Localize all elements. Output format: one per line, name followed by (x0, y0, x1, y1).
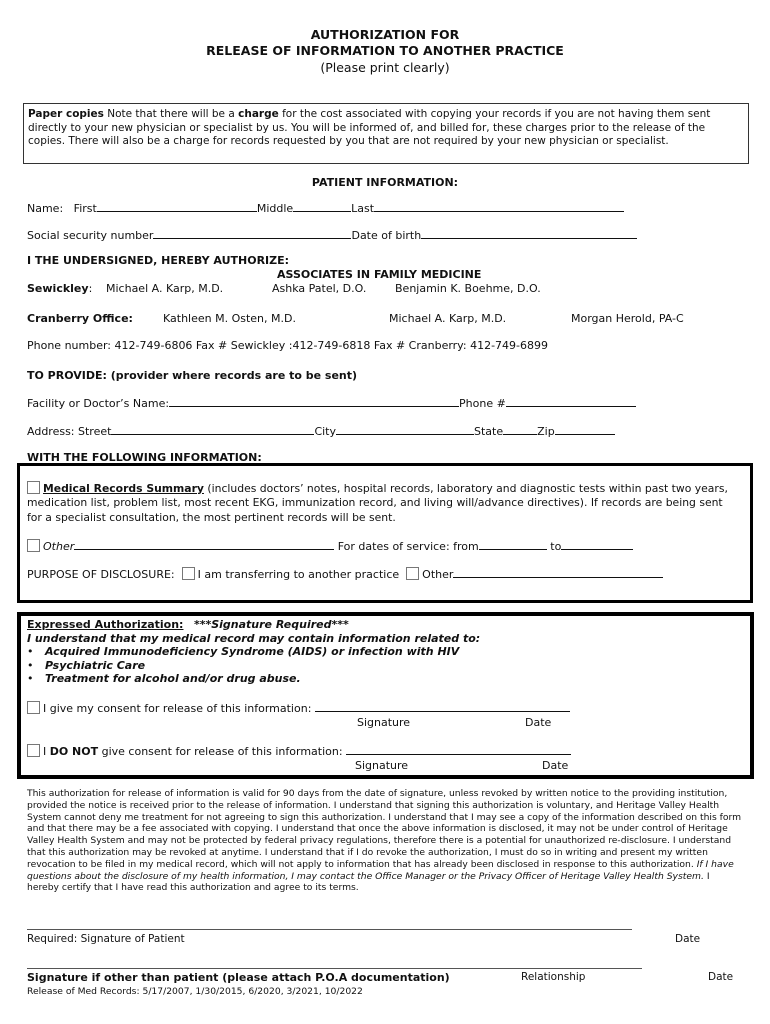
zip-label: Zip (537, 425, 555, 438)
patient-signature-label: Required: Signature of Patient (27, 933, 185, 945)
last-label: Last (351, 202, 375, 215)
sewickley-provider: Michael A. Karp, M.D. (106, 282, 224, 295)
city-label: City (314, 425, 336, 438)
middle-label: Middle (256, 202, 294, 215)
sewickley-colon: : (88, 282, 93, 295)
practice-name: ASSOCIATES IN FAMILY MEDICINE (277, 268, 482, 281)
other-date-label: Date (708, 971, 734, 983)
signature-required-note: ***Signature Required*** (193, 618, 349, 631)
no-consent-checkbox[interactable] (27, 744, 40, 757)
medical-records-summary (27, 481, 737, 525)
paper-copies-notice (23, 103, 749, 164)
paper-text-2: for the cost associated with copying your records if you are not having them sent directly to your new physician or specialist by us. You will be informed of, and billed for, these charges prior to the release of the copies. There will also be a charge for records requested by you that are not required by your new physician or specialist. (28, 108, 711, 148)
purpose-other-field[interactable] (453, 567, 663, 578)
dob-field[interactable] (421, 228, 637, 239)
paper-text-1: Note that there will be a (103, 108, 239, 120)
purpose-label: PURPOSE OF DISCLOSURE: (27, 568, 175, 581)
ssn-row (27, 228, 637, 242)
bullet-marker: • (27, 645, 34, 658)
relationship-label: Relationship (521, 971, 586, 983)
other-field[interactable] (74, 539, 334, 550)
cranberry-provider: Morgan Herold, PA-C (571, 312, 684, 325)
other-checkbox[interactable] (27, 539, 40, 552)
cranberry-provider: Michael A. Karp, M.D. (389, 312, 507, 325)
understand-statement: I understand that my medical record may contain information related to: (27, 632, 481, 645)
first-label: First (73, 202, 97, 215)
other-label: Other (43, 540, 75, 553)
expressed-auth-header (27, 618, 349, 631)
ssn-label: Social security number (27, 229, 154, 242)
consent-row (27, 701, 570, 715)
consent-label: I give my consent for release of this information: (43, 702, 312, 715)
form-subtitle: (Please print clearly) (320, 60, 450, 75)
no-consent-signature-field[interactable] (346, 744, 571, 755)
patient-signature-line[interactable] (27, 929, 632, 930)
sewickley-row (27, 282, 92, 295)
cranberry-provider: Kathleen M. Osten, M.D. (163, 312, 296, 325)
bullet-text: Treatment for alcohol and/or drug abuse. (45, 672, 301, 685)
sewickley-provider: Benjamin K. Boehme, D.O. (395, 282, 541, 295)
bullet-text: Psychiatric Care (45, 659, 146, 672)
no-consent-row (27, 744, 571, 758)
dates-from-field[interactable] (479, 539, 547, 550)
bullet-text: Acquired Immunodeficiency Syndrome (AIDS) or infection with HIV (45, 645, 460, 658)
last-name-field[interactable] (374, 201, 624, 212)
authorize-heading: I THE UNDERSIGNED, HEREBY AUTHORIZE: (27, 254, 290, 267)
sewickley-label: Sewickley (27, 282, 89, 295)
ssn-field[interactable] (153, 228, 351, 239)
phone-field[interactable] (506, 396, 636, 407)
dates-from-label: For dates of service: from (337, 540, 479, 553)
transfer-checkbox[interactable] (182, 567, 195, 580)
name-label: Name: (27, 202, 64, 215)
phone-label: Phone # (459, 397, 506, 410)
consent-signature-caption: Signature (357, 716, 411, 729)
middle-name-field[interactable] (293, 201, 351, 212)
form-title-line2: RELEASE OF INFORMATION TO ANOTHER PRACTICE (206, 43, 564, 58)
zip-field[interactable] (555, 424, 615, 435)
provide-heading: TO PROVIDE: (provider where records are to be sent) (27, 369, 358, 382)
form-title-line1: AUTHORIZATION FOR (310, 27, 460, 42)
bullet-item (27, 645, 459, 658)
name-row (27, 201, 624, 215)
purpose-row (27, 567, 663, 581)
no-consent-signature-caption: Signature (355, 759, 409, 772)
facility-label: Facility or Doctor’s Name: (27, 397, 170, 410)
bullet-marker: • (27, 672, 34, 685)
dates-to-field[interactable] (561, 539, 633, 550)
sewickley-provider: Ashka Patel, D.O. (272, 282, 367, 295)
dob-label: Date of birth (351, 229, 422, 242)
address-row (27, 424, 615, 438)
city-field[interactable] (336, 424, 474, 435)
terms-italic: If I have questions about the disclosure of my health information, I may contact the Office Manager or the Privacy Officer of Heritage Valley Health System. (27, 858, 734, 882)
no-consent-pre: I (43, 745, 50, 758)
street-field[interactable] (111, 424, 314, 435)
expressed-auth-label: Expressed Authorization: (27, 618, 184, 631)
terms-text: This authorization for release of information is valid for 90 days from the date of signature, unless revoked by written notice to the providing institution, provided the notice is received prior to the release of information. I understand that signing this authorization is voluntary, and Heritage Valley Health System cannot deny me treatment for not agreeing to sign this authorization. I understand that I may see a copy of the information described on this form and that there may be a fee associated with copying. I understand that once the above information is disclosed, it may not be under control of Heritage Valley Health System and may not be protected by federal privacy regulations, therefore there is a potential for unauthorized re-disclosure. I understand that this authorization may be revoked at anytime. I understand that if I do revoke the authorization, I must do so in writing and present my written revocation to be filed in my medical record, which will not apply to information that has already been disclosed in response to this authorization. (27, 788, 742, 870)
consent-date-caption: Date (525, 716, 552, 729)
no-consent-bold: DO NOT (49, 745, 99, 758)
medical-records-label: Medical Records Summary (43, 482, 204, 495)
cranberry-label: Cranberry Office: (27, 312, 133, 325)
first-name-field[interactable] (97, 201, 257, 212)
phone-fax-line: Phone number: 412-749-6806 Fax # Sewickley :412-749-6818 Fax # Cranberry: 412-749-6899 (27, 339, 549, 352)
patient-date-label: Date (675, 933, 701, 945)
facility-field[interactable] (169, 396, 459, 407)
state-label: State (474, 425, 504, 438)
other-row (27, 539, 633, 553)
revision-history: Release of Med Records: 5/17/2007, 1/30/2015, 6/2020, 3/2021, 10/2022 (27, 986, 363, 997)
other-signature-line[interactable] (27, 968, 642, 969)
information-heading: WITH THE FOLLOWING INFORMATION: (27, 451, 262, 464)
bullet-item (27, 672, 301, 685)
transfer-label: I am transferring to another practice (197, 568, 400, 581)
street-label: Address: Street (27, 425, 112, 438)
no-consent-label: give consent for release of this information: (98, 745, 343, 758)
patient-info-heading: PATIENT INFORMATION: (311, 176, 459, 189)
no-consent-date-caption: Date (542, 759, 569, 772)
bullet-item (27, 659, 145, 672)
other-signature-label: Signature if other than patient (please attach P.O.A documentation) (27, 971, 450, 984)
terms-tail: I hereby certify that I have read this authorization and agree to its terms. (27, 870, 710, 894)
authorization-terms (27, 788, 743, 894)
state-field[interactable] (503, 424, 537, 435)
paper-copies-label: Paper copies (28, 108, 104, 120)
purpose-other-label: Other (422, 568, 454, 581)
paper-charge-word: charge (238, 108, 279, 120)
bullet-marker: • (27, 659, 34, 672)
medical-records-checkbox[interactable] (27, 481, 40, 494)
consent-signature-field[interactable] (315, 701, 570, 712)
purpose-other-checkbox[interactable] (406, 567, 419, 580)
medical-records-description: (includes doctors’ notes, hospital records, laboratory and diagnostic tests within past two years, medication list, problem list, most recent EKG, immunization record, and living will/advance directives). If records are being sent for a specialist consultation, the most pertinent records will be sent. (27, 482, 728, 524)
consent-checkbox[interactable] (27, 701, 40, 714)
facility-row (27, 396, 636, 410)
dates-to-label: to (550, 540, 562, 553)
